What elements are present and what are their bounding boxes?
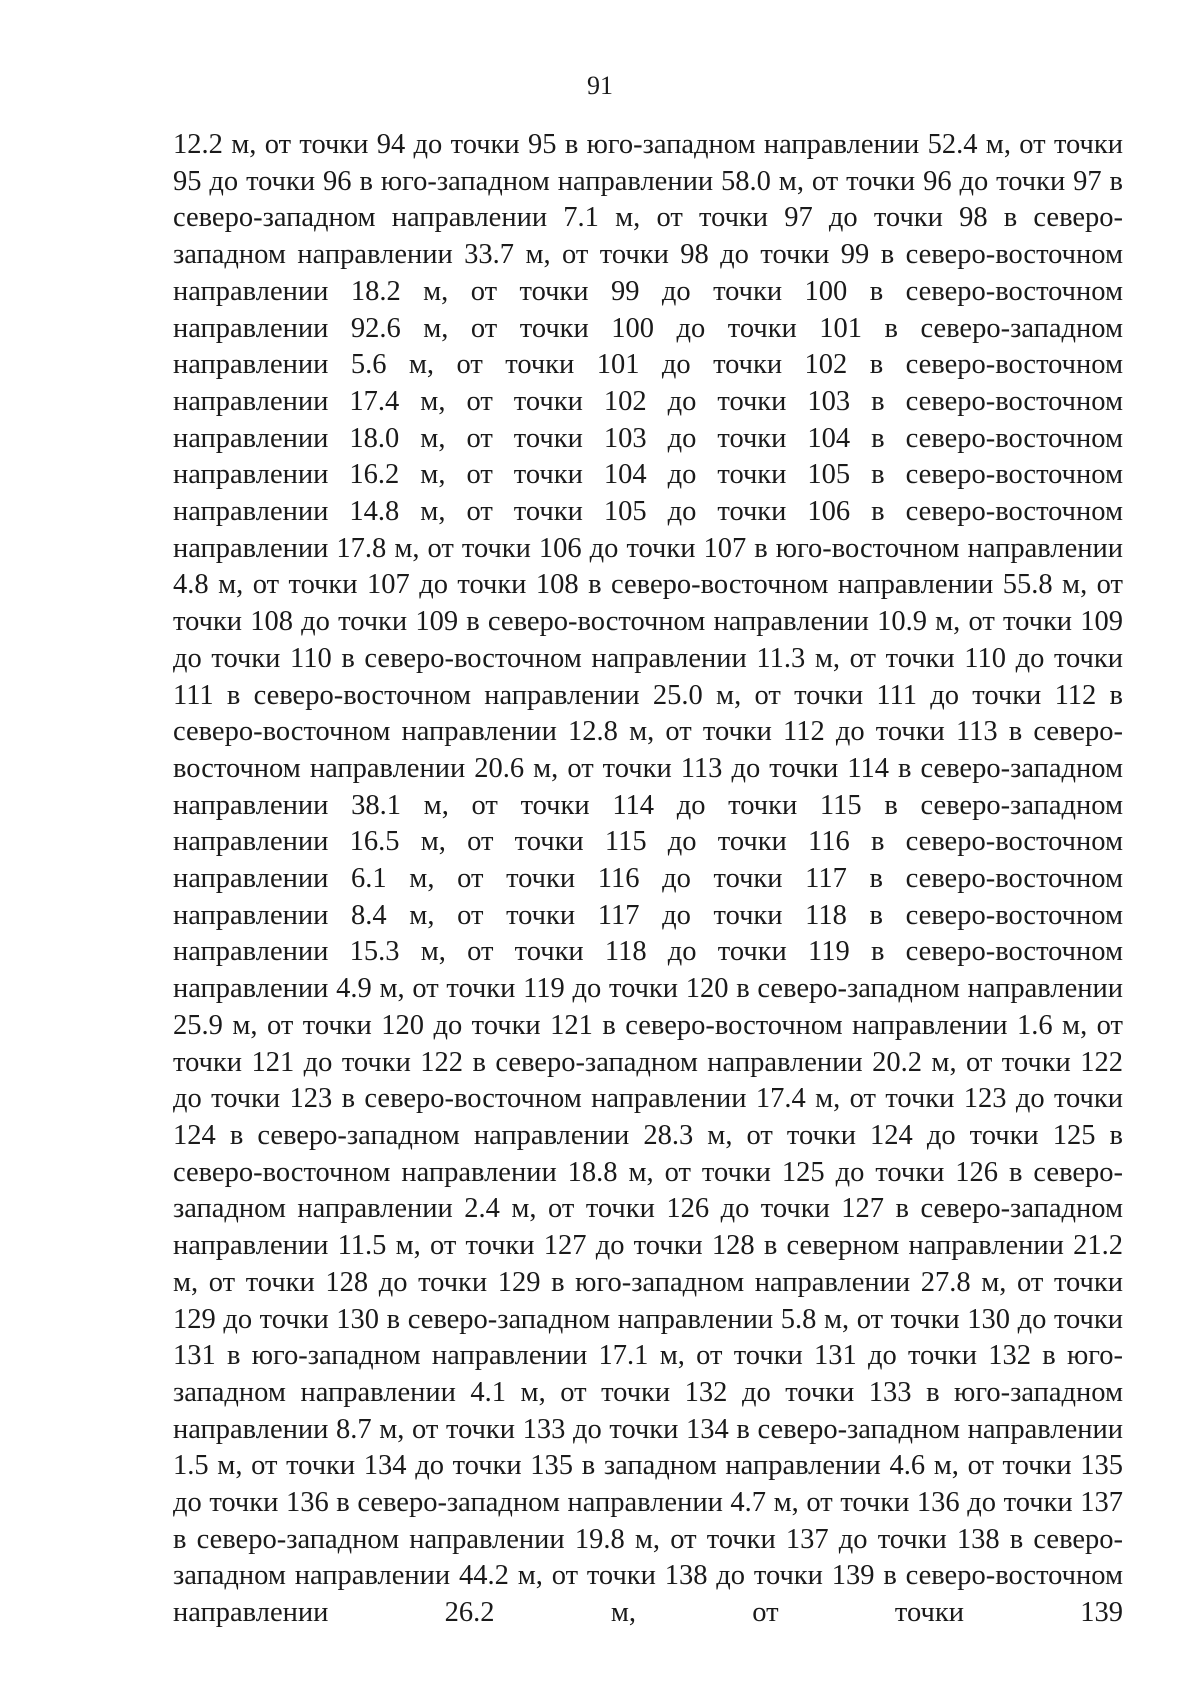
page-number: 91 bbox=[587, 71, 613, 100]
body-paragraph: 12.2 м, от точки 94 до точки 95 в юго-западном направлении 52.4 м, от точки 95 до точки 96 в юго-западном направлении 58.0 м, от точки 96 до точки 97 в северо-западном направлении 7.1 м, от точки 97 до точки 98 в северо-западном направлении 33.7 м, от точки 98 до точки 99 в северо-восточном направлении 18.2 м, от точки 99 до точки 100 в северо-восточном направлении 92.6 м, от точки 100 до точки 101 в северо-западном направлении 5.6 м, от точки 101 до точки 102 в северо-восточном направлении 17.4 м, от точки 102 до точки 103 в северо-восточном направлении 18.0 м, от точки 103 до точки 104 в северо-восточном направлении 16.2 м, от точки 104 до точки 105 в северо-восточном направлении 14.8 м, от точки 105 до точки 106 в северо-восточном направлении 17.8 м, от точки 106 до точки 107 в юго-восточном направлении 4.8 м, от точки 107 до точки 108 в северо-восточном направлении 55.8 м, от точки 108 до точки 109 в северо-восточном направлении 10.9 м, от точки 109 до точки 110 в северо-восточном направлении 11.3 м, от точки 110 до точки 111 в северо-восточном направлении 25.0 м, от точки 111 до точки 112 в северо-восточном направлении 12.8 м, от точки 112 до точки 113 в северо-восточном направлении 20.6 м, от точки 113 до точки 114 в северо-западном направлении 38.1 м, от точки 114 до точки 115 в северо-западном направлении 16.5 м, от точки 115 до точки 116 в северо-восточном направлении 6.1 м, от точки 116 до точки 117 в северо-восточном направлении 8.4 м, от точки 117 до точки 118 в северо-восточном направлении 15.3 м, от точки 118 до точки 119 в северо-восточном направлении 4.9 м, от точки 119 до точки 120 в северо-западном направлении 25.9 м, от точки 120 до точки 121 в северо-восточном направлении 1.6 м, от точки 121 до точки 122 в северо-западном направлении 20.2 м, от точки 122 до точки 123 в северо-восточном направлении 17.4 м, от точки 123 до точки 124 в северо-западном направлении 28.3 м, от точки 124 до точки 125 в северо-восточном направлении 18.8 м, от точки 125 до точки 126 в северо-западном направлении 2.4 м, от точки 126 до точки 127 в северо-западном направлении 11.5 м, от точки 127 до точки 128 в северном направлении 21.2 м, от точки 128 до точки 129 в юго-западном направлении 27.8 м, от точки 129 до точки 130 в северо-западном направлении 5.8 м, от точки 130 до точки 131 в юго-западном направлении 17.1 м, от точки 131 до точки 132 в юго-западном направлении 4.1 м, от точки 132 до точки 133 в юго-западном направлении 8.7 м, от точки 133 до точки 134 в северо-западном направлении 1.5 м, от точки 134 до точки 135 в западном направлении 4.6 м, от точки 135 до точки 136 в северо-западном направлении 4.7 м, от точки 136 до точки 137 в северо-западном направлении 19.8 м, от точки 137 до точки 138 в северо-западном направлении 44.2 м, от точки 138 до точки 139 в северо-восточном направлении 26.2 м, от точки 139 bbox=[173, 129, 1123, 1629]
